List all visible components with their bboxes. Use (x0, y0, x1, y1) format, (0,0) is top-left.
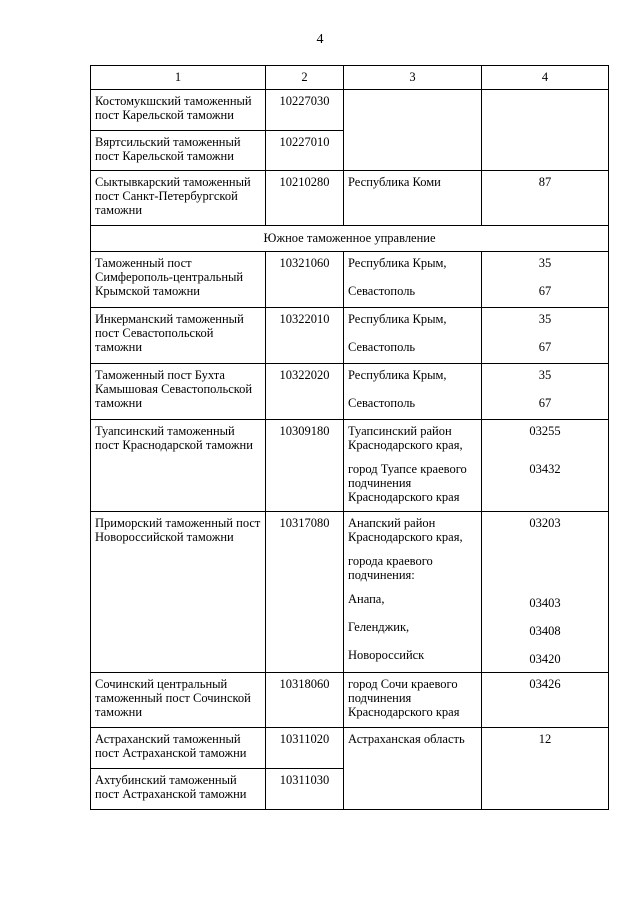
oktmo-line: 03203 (529, 516, 561, 530)
region-line: Севастополь (348, 340, 416, 354)
post-name: Вяртсильский таможенный пост Карельской таможни (91, 131, 266, 171)
table-row (91, 364, 609, 420)
table-row (91, 420, 609, 512)
region-line: Анапский район Краснодарского края, (348, 516, 463, 544)
region-line: Республика Крым, (348, 368, 447, 382)
region-line: Севастополь (348, 396, 416, 410)
post-code: 10311030 (266, 769, 344, 810)
table-row (91, 512, 609, 673)
oktmo-code (482, 308, 609, 364)
region-line: Республика Крым, (348, 312, 447, 326)
oktmo-code: 12 (482, 728, 609, 810)
oktmo-line: 35 (538, 256, 552, 270)
region-line: город Туапсе краевого подчинения Краснодарского края (348, 462, 467, 504)
customs-table (90, 65, 609, 810)
oktmo-code: 03426 (482, 673, 609, 728)
post-code: 10227010 (266, 131, 344, 171)
oktmo-cell-empty (482, 90, 609, 171)
region-cell-empty (344, 90, 482, 171)
post-name: Сочинский центральный таможенный пост Сочинской таможни (91, 673, 266, 728)
post-code: 10210280 (266, 171, 344, 226)
post-name: Ахтубинский таможенный пост Астраханской таможни (91, 769, 266, 810)
post-name: Сыктывкарский таможенный пост Санкт-Петербургской таможни (91, 171, 266, 226)
header-cell-1: 1 (91, 66, 266, 90)
oktmo-code: 87 (482, 171, 609, 226)
table-row (91, 252, 609, 308)
table-row (91, 308, 609, 364)
region-line: Новороссийск (348, 648, 425, 662)
region (344, 512, 482, 673)
header-cell-3: 3 (344, 66, 482, 90)
post-code: 10311020 (266, 728, 344, 769)
header-cell-2: 2 (266, 66, 344, 90)
post-code: 10321060 (266, 252, 344, 308)
region (344, 420, 482, 512)
region (344, 308, 482, 364)
oktmo-line: 03420 (529, 652, 561, 666)
page-number: 4 (316, 32, 324, 47)
oktmo-line: 03403 (529, 596, 561, 610)
region-line: Анапа, (348, 592, 385, 606)
oktmo-line: 67 (538, 284, 552, 298)
region-line: Республика Крым, (348, 256, 447, 270)
post-name: Таможенный пост Бухта Камышовая Севастопольской таможни (91, 364, 266, 420)
post-code: 10322010 (266, 308, 344, 364)
oktmo-line: 03408 (529, 624, 561, 638)
region: город Сочи краевого подчинения Краснодарского края (344, 673, 482, 728)
header-row (91, 66, 609, 90)
post-code: 10317080 (266, 512, 344, 673)
region-line: Туапсинский район Краснодарского края, (348, 424, 463, 452)
oktmo-line: 03432 (529, 462, 561, 476)
section-row (91, 226, 609, 252)
table-row (91, 90, 609, 131)
post-name: Астраханский таможенный пост Астраханской таможни (91, 728, 266, 769)
post-name: Костомукшский таможенный пост Карельской таможни (91, 90, 266, 131)
post-name: Инкерманский таможенный пост Севастопольской таможни (91, 308, 266, 364)
region-line: города краевого подчинения: (348, 554, 433, 582)
oktmo-line: 67 (538, 340, 552, 354)
table-row (91, 673, 609, 728)
oktmo-code (482, 252, 609, 308)
post-name: Туапсинский таможенный пост Краснодарской таможни (91, 420, 266, 512)
oktmo-line: 67 (538, 396, 552, 410)
post-code: 10322020 (266, 364, 344, 420)
oktmo-code (482, 512, 609, 673)
region (344, 364, 482, 420)
table-row (91, 728, 609, 769)
region (344, 252, 482, 308)
region: Астраханская область (344, 728, 482, 810)
oktmo-line: 35 (538, 312, 552, 326)
oktmo-line: 03255 (529, 424, 561, 438)
post-code: 10227030 (266, 90, 344, 131)
post-name: Приморский таможенный пост Новороссийской таможни (91, 512, 266, 673)
oktmo-code (482, 420, 609, 512)
region: Республика Коми (344, 171, 482, 226)
region-line: Севастополь (348, 284, 416, 298)
post-code: 10309180 (266, 420, 344, 512)
header-cell-4: 4 (482, 66, 609, 90)
table-row (91, 171, 609, 226)
oktmo-code (482, 364, 609, 420)
post-name: Таможенный пост Симферополь-центральный Крымской таможни (91, 252, 266, 308)
oktmo-line: 35 (538, 368, 552, 382)
region-line: Геленджик, (348, 620, 410, 634)
post-code: 10318060 (266, 673, 344, 728)
section-title: Южное таможенное управление (91, 226, 609, 252)
